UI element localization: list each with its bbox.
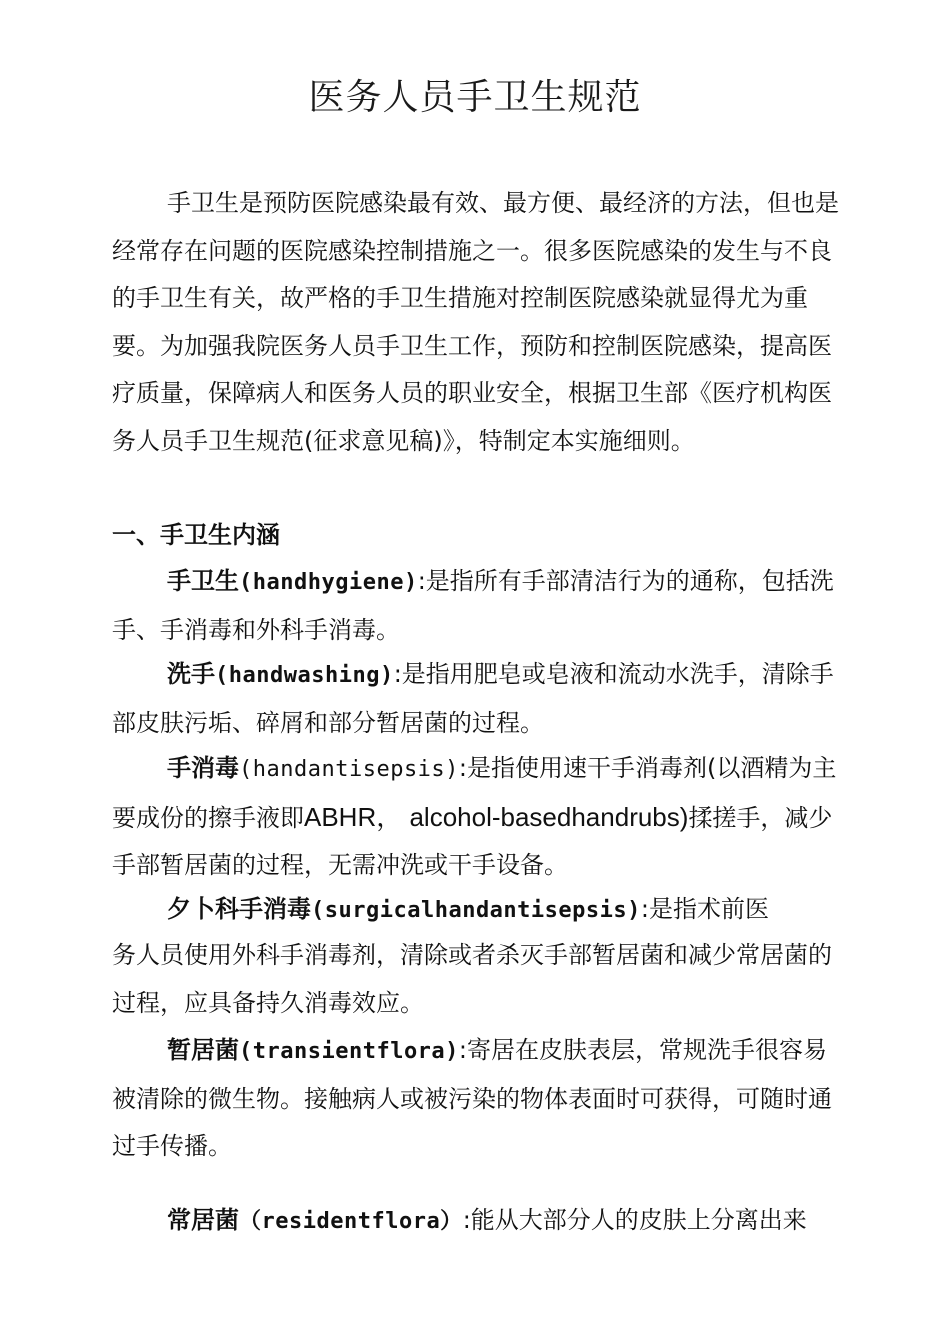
definition-surgical-continued: 务人员使用外科手消毒剂，清除或者杀灭手部暂居菌和减少常居菌的过程，应具备持久消毒效应。 xyxy=(112,941,832,1017)
definition-text: :寄居在皮肤表层，常规洗手很容易被清除的微生物。接触病人或被污染的物体表面时可获得，可随时通过手传播。 xyxy=(112,1036,832,1160)
term-label: 夕卜科手消毒 xyxy=(167,895,311,923)
section-heading: 一、手卫生内涵 xyxy=(112,521,280,549)
definition-surgical-first-line xyxy=(167,886,769,935)
definition-hand-hygiene xyxy=(112,558,846,654)
definition-text: :是指术前医 xyxy=(640,895,769,923)
term-label: 手消毒 xyxy=(167,754,239,782)
intro-paragraph: 手卫生是预防医院感染最有效、最方便、最经济的方法，但也是经常存在问题的医院感染控制措施之一。很多医院感染的发生与不良的手卫生有关，故严格的手卫生措施对控制医院感染就显得尤为重要。为加强我院医务人员手卫生工作，预防和控制医院感染，提高医疗质量，保障病人和医务人员的职业安全，根据卫生部《医疗机构医务人员手卫生规范(征求意见稿)》，特制定本实施细则。 xyxy=(112,189,839,455)
definition-text-continued: 揉搓手，减少手部暂居菌的过程，无需冲洗或干手设备。 xyxy=(112,803,833,879)
term-label: 暂居菌 xyxy=(167,1036,239,1064)
term-english: （residentflora） xyxy=(239,1209,463,1234)
definition-abbreviation: ABHR， alcohol-basedhandrubs) xyxy=(304,801,689,832)
definition-transient-flora xyxy=(112,1027,846,1171)
term-label: 常居菌 xyxy=(167,1206,239,1234)
term-english: (surgicalhandantisepsis) xyxy=(311,898,641,923)
definition-hand-antisepsis xyxy=(112,745,846,890)
definition-text: :是指使用速干手消毒剂(以酒精为主要成份的擦手液即 xyxy=(112,754,837,832)
term-english: (handantisepsis) xyxy=(239,757,459,782)
term-label: 手卫生 xyxy=(167,567,239,595)
definition-text: :是指所有手部清洁行为的通称，包括洗手、手消毒和外科手消毒。 xyxy=(112,567,834,644)
definition-text: :是指用肥皂或皂液和流动水洗手，清除手部皮肤污垢、碎屑和部分暂居菌的过程。 xyxy=(112,660,834,737)
term-label: 洗手 xyxy=(167,660,215,688)
definition-resident-flora xyxy=(167,1197,807,1246)
term-english: (transientflora) xyxy=(239,1039,459,1064)
term-english: (handwashing) xyxy=(215,663,394,688)
term-english: (handhygiene) xyxy=(239,570,418,595)
definition-handwashing xyxy=(112,651,846,747)
definition-text: :能从大部分人的皮肤上分离出来 xyxy=(462,1206,807,1234)
document-title: 医务人员手卫生规范 xyxy=(308,77,642,118)
